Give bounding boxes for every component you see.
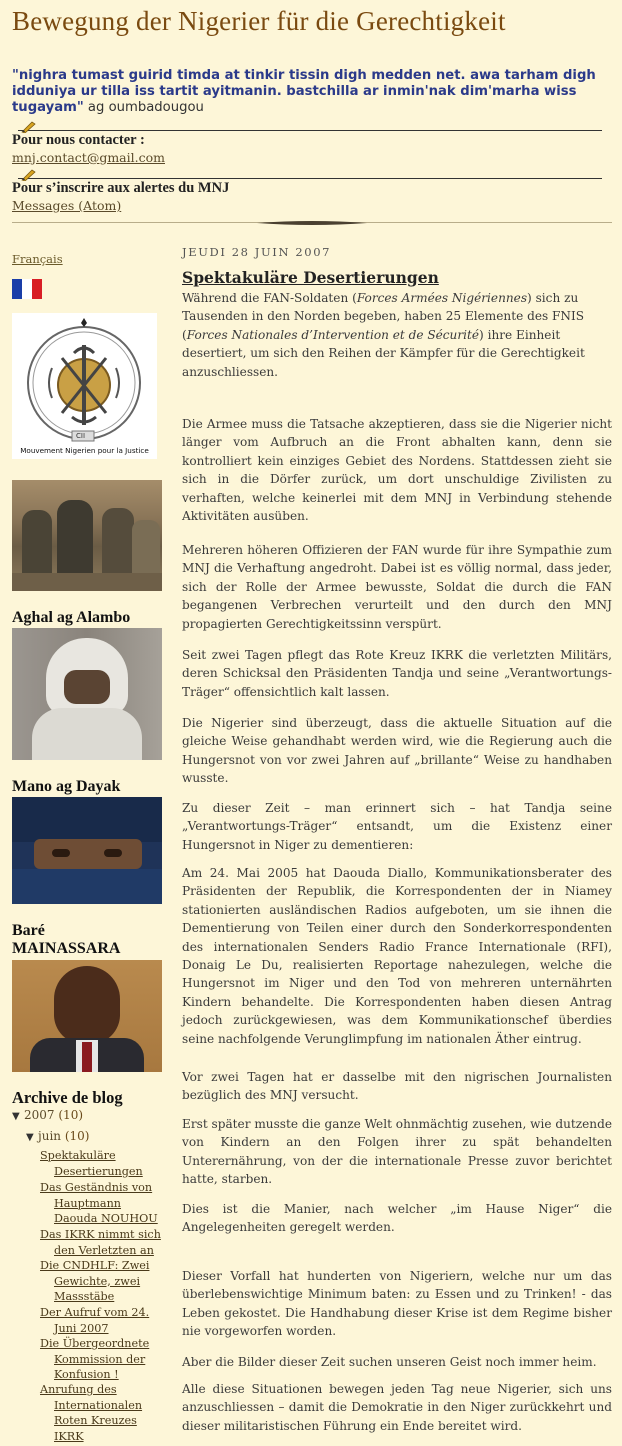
archive-post-line[interactable]: Der Aufruf vom 24. [40, 1306, 150, 1319]
atom-feed-link[interactable]: Messages (Atom) [12, 198, 122, 213]
ornament-icon [257, 220, 367, 226]
archive-post-line[interactable]: den Verletzten an [54, 1243, 154, 1257]
archive-post-line[interactable]: Roten Kreuzes [54, 1414, 137, 1427]
archive-post-line[interactable]: Kommission der [54, 1352, 146, 1366]
archive-post-link[interactable] [40, 1227, 168, 1258]
fighters-photo [12, 480, 162, 591]
post-paragraph: Dieser Vorfall hat hunderten von Nigeriern, welche nur um das überlebenswichtige Minimum baten: zu Essen und zu Trinken! - das Leben gekostet. Die Handhabung dieser Krise ist dem Regime bisher nie vorgeworfen worden. [182, 1269, 612, 1339]
post-paragraph: Aber die Bilder dieser Zeit suchen unseren Geist noch immer heim. [182, 1355, 597, 1369]
archive-year-link[interactable]: 2007 [24, 1108, 55, 1122]
post-paragraph: Zu dieser Zeit – man erinnert sich – hat Tandja seine „Verantwortungs-Träger“ entsandt, um die Existenz einer Hungersnot in Niger zu dementieren: [182, 801, 612, 852]
logo-badge: CII [76, 432, 86, 440]
archive-post-link[interactable] [40, 1336, 168, 1383]
contact-label: Pour nous contacter : [12, 132, 145, 148]
post-title[interactable]: Spektakuläre Desertierungen [182, 268, 439, 287]
post-text-italic: Forces Armées Nigériennes [356, 291, 528, 305]
post-paragraph: Alle diese Situationen bewegen jeden Tag neue Nigerier, sich uns anzuschliessen – damit die Demokratie in den Niger zurückkehrt und dieser militaristischen Führung ein Ende bereitet wird. [182, 1382, 612, 1433]
archive-post-link[interactable] [40, 1180, 168, 1227]
blog-title[interactable]: Bewegung der Nigerier für die Gerechtigkeit [12, 6, 506, 36]
post-text: ) sich zu Tausenden in den Norden begeben, haben 25 Elemente des FNIS ( [182, 291, 585, 342]
post-paragraph: Seit zwei Tagen pflegt das Rote Kreuz IKRK die verletzten Militärs, deren Schicksal den Präsidenten Tandja und seine „Verantwortungs-Träger“ offensichtlich kalt lassen. [182, 648, 612, 699]
archive-post-line[interactable]: Anrufung des [40, 1383, 117, 1396]
person-name-mano: Mano ag Dayak [12, 778, 121, 795]
archive-post-line[interactable]: Hauptmann [54, 1196, 121, 1210]
post-paragraph: Erst später musste die ganze Welt ohnmächtig zusehen, wie dutzende von Kindern an den Folgen ihrer zu spät behandelten Unterernährung, von der die internationale Presse zuvor berichtet hatte, starben. [182, 1117, 612, 1187]
post-paragraph [182, 289, 612, 381]
tagline-author: ag oumbadougou [83, 100, 204, 115]
post-paragraph: Mehreren höheren Offizieren der FAN wurde für ihre Sympathie zum MNJ die Verhaftung angedroht. Dabei ist es völlig normal, dass jeder, sich der Rolle der Armee bewusste, Soldat die durch die FAN begangenen Verbrechen verurteilt und den durch den MNJ propagierten Gerechtigkeitssinn verspürt. [182, 543, 612, 631]
archive-month-link[interactable]: juin [38, 1129, 62, 1143]
archive-post-line[interactable]: Das Geständnis von [40, 1181, 153, 1194]
archive-post-line[interactable]: Daouda NOUHOU [54, 1212, 158, 1225]
archive-post-line[interactable]: Die CNDHLF: Zwei [40, 1259, 150, 1272]
archive-post-line[interactable]: Die Übergeordnete [40, 1337, 150, 1350]
tagline-quote: "nighra tumast guirid timda at tinkir tissin digh medden net. awa tarham digh idduniya ur tilla iss tartit ayitmanin. bastchilla ar inmin'nak dim'marha wiss tugayam" [12, 68, 596, 115]
post-paragraph: Vor zwei Tagen hat er dasselbe mit den nigrischen Journalisten bezüglich des MNJ versucht. [182, 1070, 612, 1103]
post-text: Während die FAN-Soldaten ( [182, 291, 357, 305]
alerts-label: Pour s’inscrire aux alertes du MNJ [12, 180, 230, 196]
archive-post-line[interactable]: Das IKRK nimmt sich [40, 1228, 161, 1241]
archive-post-link[interactable] [40, 1305, 168, 1336]
sidebar [0, 0, 180, 1446]
person-name-bare: Baré MAINASSARA [12, 922, 121, 957]
triangle-down-icon[interactable]: ▼ [12, 1111, 20, 1122]
logo-caption: Mouvement Nigerien pour la Justice [20, 446, 149, 455]
archive-post-line[interactable]: Desertierungen [54, 1164, 143, 1178]
portrait-mano-ag-dayak [12, 797, 162, 904]
mnj-logo [12, 313, 157, 459]
archive-post-link[interactable] [40, 1258, 168, 1305]
archive-month-juin[interactable] [26, 1129, 89, 1143]
archive-post-line[interactable]: IKRK [54, 1429, 84, 1443]
archive-year-2007[interactable] [12, 1108, 83, 1122]
post-text: ) ihre Einheit desertiert, um sich den Reihen der Kämpfer für die Gerechtigkeit anzuschliessen. [182, 327, 585, 379]
contact-email-link[interactable]: mnj.contact@gmail.com [12, 150, 165, 165]
post-paragraph: Die Nigerier sind überzeugt, dass die aktuelle Situation auf die gleiche Weise gehandhabt werden wird, wie die Regierung auch die Hungersnot von vor zwei Jahren auf „brillante“ Weise zu handhaben wusste. [182, 716, 612, 786]
post-paragraph: Die Armee muss die Tatsache akzeptieren, dass sie die Nigerier nicht länger vom Aufbruch an die Front abhalten kann, denn sie kontrolliert kein einziges Gebiet des Nordens. Stattdessen zieht sie sich in die Dörfer zurück, um dort unschuldige Zivilisten zu verhaften, welche keinerlei mit dem MNJ in Verbindung stehende Aktivitäten ausüben. [182, 417, 612, 524]
archive-post-line[interactable]: Spektakuläre [40, 1149, 116, 1162]
archive-year-count: (10) [58, 1108, 84, 1122]
portrait-aghal-ag-alambo [12, 628, 162, 760]
person-name-aghal: Aghal ag Alambo [12, 609, 131, 626]
archive-post-link[interactable] [40, 1382, 168, 1444]
triangle-down-icon[interactable]: ▼ [26, 1132, 34, 1143]
archive-post-line[interactable]: Konfusion ! [54, 1368, 119, 1381]
post-text-italic: Forces Nationales d’Intervention et de Sécurité [186, 327, 480, 342]
post-paragraph: Am 24. Mai 2005 hat Daouda Diallo, Kommunikationsberater des Präsidenten der Republik, die Korrespondenten der in Niamey stationierten ausländischen Radios aufgeboten, um sie ihnen die Dementierung von Teilen einer durch den Sonderkorrespondenten des internationalen Senders Radio France Internationale (RFI), Donaig Le Du, realisierten Reportage nahezulegen, welche die Hungersnot im Niger und den Tod von mehreren unternährten Kindern behandelte. Die Korrespondenten haben diesen Antrag jedoch zurückgewiesen, was dem Kommunikationschef überdies seine nachfolgende Verunglimpfung im nationalen Äther eintrug. [182, 866, 612, 1046]
archive-post-line[interactable]: Gewichte, zwei [54, 1274, 141, 1288]
french-flag-icon[interactable] [12, 279, 42, 299]
portrait-bare-mainassara [12, 960, 162, 1072]
archive-post-line[interactable]: Internationalen [54, 1398, 143, 1412]
post-date: JEUDI 28 JUIN 2007 [182, 245, 332, 259]
archive-post-link[interactable] [40, 1148, 168, 1179]
archive-title: Archive de blog [12, 1088, 123, 1107]
post-paragraph: Dies ist die Manier, nach welcher „im Hause Niger“ die Angelegenheiten geregelt werden. [182, 1202, 612, 1235]
archive-post-line[interactable]: Juni 2007 [54, 1321, 109, 1335]
archive-post-line[interactable]: Massstäbe [54, 1290, 115, 1303]
archive-month-count: (10) [64, 1129, 90, 1143]
language-link-francais[interactable]: Français [12, 252, 63, 266]
